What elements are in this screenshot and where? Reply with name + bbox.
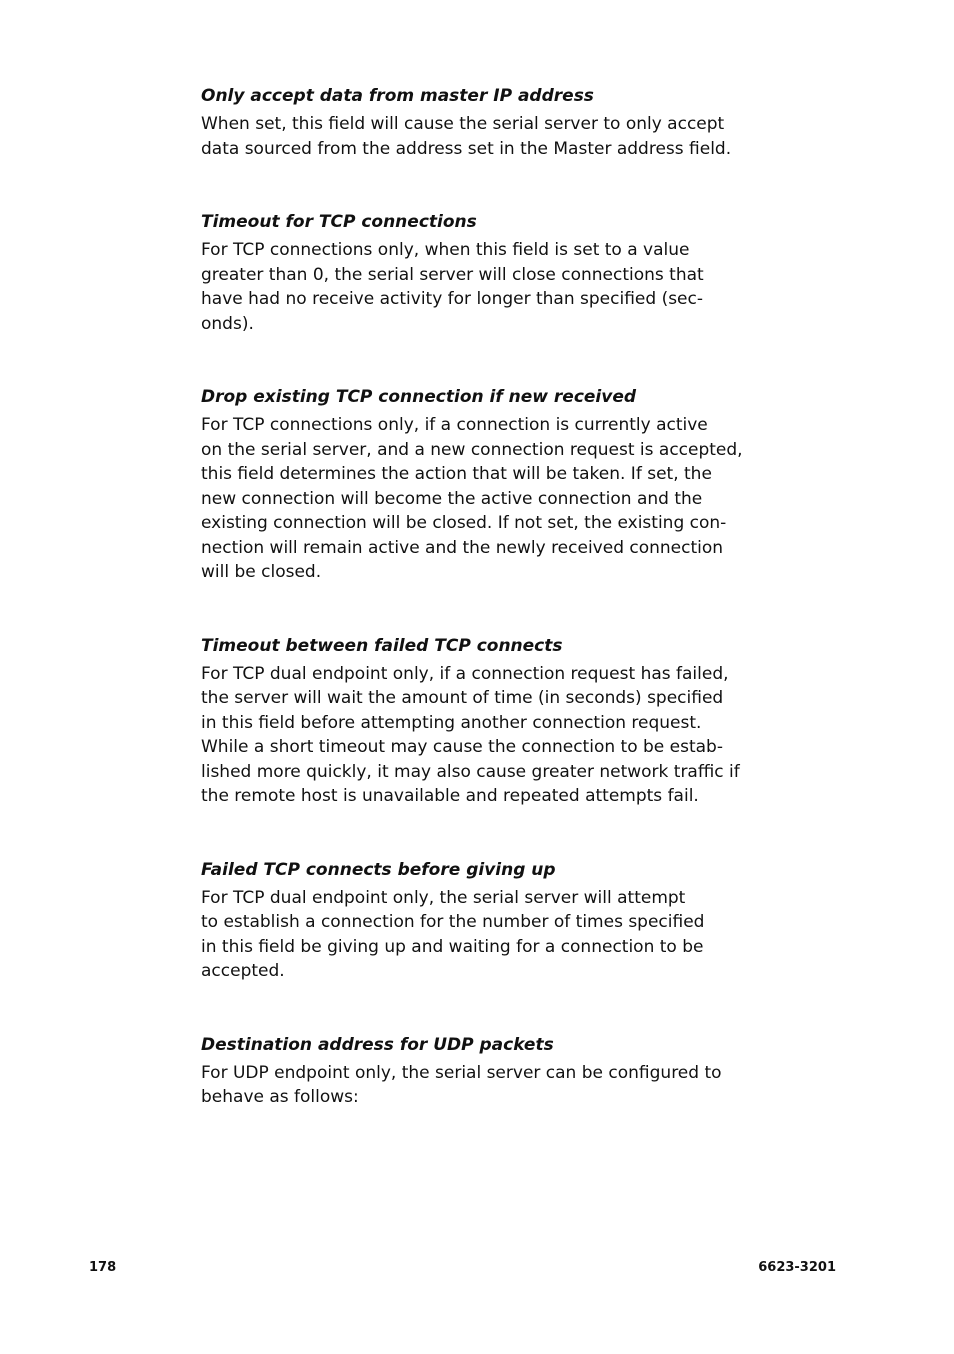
body-line: nection will remain active and the newly received connection	[201, 537, 724, 558]
body-line: onds).	[201, 313, 254, 334]
body-line: accepted.	[201, 961, 285, 981]
section-master-ip	[201, 84, 741, 161]
section-failed-timeout	[201, 634, 741, 809]
page-content	[201, 84, 741, 1159]
section-heading: Drop existing TCP connection if new received	[201, 387, 637, 407]
section-heading: Failed TCP connects before giving up	[201, 859, 556, 880]
section-tcp-timeout	[201, 210, 741, 336]
body-line: For TCP connections only, if a connection is currently active	[201, 415, 708, 435]
section-drop-existing	[201, 385, 741, 585]
section-heading: Destination address for UDP packets	[201, 1034, 554, 1055]
body-line: While a short timeout may cause the connection to be estab-	[201, 737, 723, 757]
body-line: For TCP connections only, when this field is set to a value	[201, 240, 690, 260]
body-line: existing connection will be closed. If not set, the existing con-	[201, 513, 727, 533]
body-line: in this field before attempting another connection request.	[201, 712, 702, 733]
body-line: data sourced from the address set in the Master address field.	[201, 138, 732, 159]
body-line: on the serial server, and a new connection request is accepted,	[201, 439, 743, 460]
section-heading: Only accept data from master IP address	[201, 86, 594, 106]
body-line: When set, this field will cause the serial server to only accept	[201, 114, 725, 134]
section-heading: Timeout for TCP connections	[201, 212, 477, 232]
body-line: will be closed.	[201, 562, 322, 582]
body-line: to establish a connection for the number of times specified	[201, 912, 705, 932]
body-line: For UDP endpoint only, the serial server can be configured to	[201, 1062, 722, 1083]
body-line: this field determines the action that will be taken. If set, the	[201, 464, 712, 484]
body-line: For TCP dual endpoint only, the serial server will attempt	[201, 887, 686, 908]
body-line: lished more quickly, it may also cause greater network traffic if	[201, 761, 740, 782]
body-line: the server will wait the amount of time (in seconds) specified	[201, 688, 724, 708]
body-line: in this field be giving up and waiting for a connection to be	[201, 936, 704, 957]
document-number: 6623-3201	[758, 1260, 836, 1275]
body-line: greater than 0, the serial server will close connections that	[201, 264, 704, 285]
body-line: the remote host is unavailable and repeated attempts fail.	[201, 786, 699, 806]
section-failed-connects	[201, 858, 741, 984]
section-heading: Timeout between failed TCP connects	[201, 635, 563, 656]
body-line: behave as follows:	[201, 1087, 359, 1107]
body-line: For TCP dual endpoint only, if a connection request has failed,	[201, 663, 729, 684]
page-number: 178	[89, 1260, 117, 1275]
section-udp-destination	[201, 1033, 741, 1110]
body-line: have had no receive activity for longer than specified (sec-	[201, 289, 703, 309]
body-line: new connection will become the active connection and the	[201, 488, 703, 509]
